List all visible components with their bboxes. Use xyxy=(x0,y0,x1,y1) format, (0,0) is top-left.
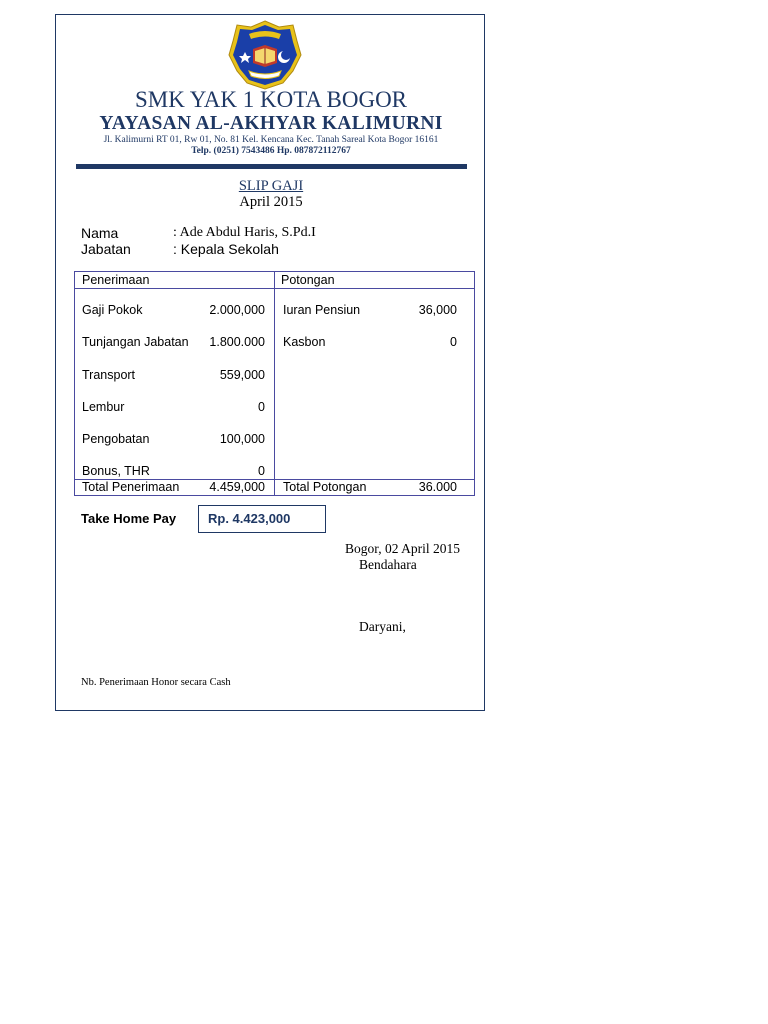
income-item-amount: 559,000 xyxy=(219,368,265,382)
income-item-amount: 0 xyxy=(258,400,265,414)
school-logo xyxy=(227,19,303,91)
signature-role: Bendahara xyxy=(359,557,417,572)
deduction-header: Potongan xyxy=(281,273,335,287)
income-item-label: Transport xyxy=(82,368,136,382)
take-home-pay-label: Take Home Pay xyxy=(81,511,177,526)
foundation-name: YAYASAN AL-AKHYAR KALIMURNI xyxy=(99,113,443,134)
deduction-item-label: Kasbon xyxy=(283,335,326,349)
signature-name: Daryani, xyxy=(359,619,406,634)
take-home-pay-value: Rp. 4.423,000 xyxy=(208,511,291,526)
income-item-amount: 2.000,000 xyxy=(209,303,265,317)
table-header-divider xyxy=(75,288,474,289)
salary-table xyxy=(74,271,475,496)
deduction-item-label: Iuran Pensiun xyxy=(283,303,361,317)
school-logo-emblem xyxy=(227,19,303,91)
total-deduction-value: 36.000 xyxy=(418,480,457,494)
total-income-value: 4.459,000 xyxy=(209,480,265,494)
payment-note: Nb. Penerimaan Honor secara Cash xyxy=(81,677,231,688)
slip-title: SLIP GAJI xyxy=(238,178,304,194)
income-item-label: Gaji Pokok xyxy=(82,303,143,317)
income-item-label: Tunjangan Jabatan xyxy=(82,335,189,349)
salary-slip xyxy=(55,14,485,711)
deduction-item-amount: 36,000 xyxy=(418,303,457,317)
table-column-divider xyxy=(274,272,275,495)
income-item-amount: 1.800.000 xyxy=(209,335,265,349)
name-label: Nama xyxy=(81,225,119,241)
income-header: Penerimaan xyxy=(82,273,150,287)
signature-place-date: Bogor, 02 April 2015 xyxy=(345,541,460,556)
income-item-amount: 100,000 xyxy=(219,432,265,446)
total-deduction-label: Total Potongan xyxy=(283,480,367,494)
school-name: SMK YAK 1 KOTA BOGOR xyxy=(134,87,408,112)
income-item-label: Bonus, THR xyxy=(82,464,150,478)
header-divider xyxy=(76,164,467,169)
income-item-amount: 0 xyxy=(258,464,265,478)
position-label: Jabatan xyxy=(81,241,131,257)
school-phone: Telp. (0251) 7543486 Hp. 087872112767 xyxy=(191,146,351,156)
name-value: : Ade Abdul Haris, S.Pd.I xyxy=(173,225,316,240)
deduction-item-amount: 0 xyxy=(450,335,457,349)
income-item-label: Pengobatan xyxy=(82,432,150,446)
position-value: : Kepala Sekolah xyxy=(173,241,279,257)
income-item-label: Lembur xyxy=(82,400,125,414)
slip-period: April 2015 xyxy=(239,194,303,210)
school-address: Jl. Kalimurni RT 01, Rw 01, No. 81 Kel. Kencana Kec. Tanah Sareal Kota Bogor 16161 xyxy=(103,135,439,145)
total-income-label: Total Penerimaan xyxy=(82,480,180,494)
